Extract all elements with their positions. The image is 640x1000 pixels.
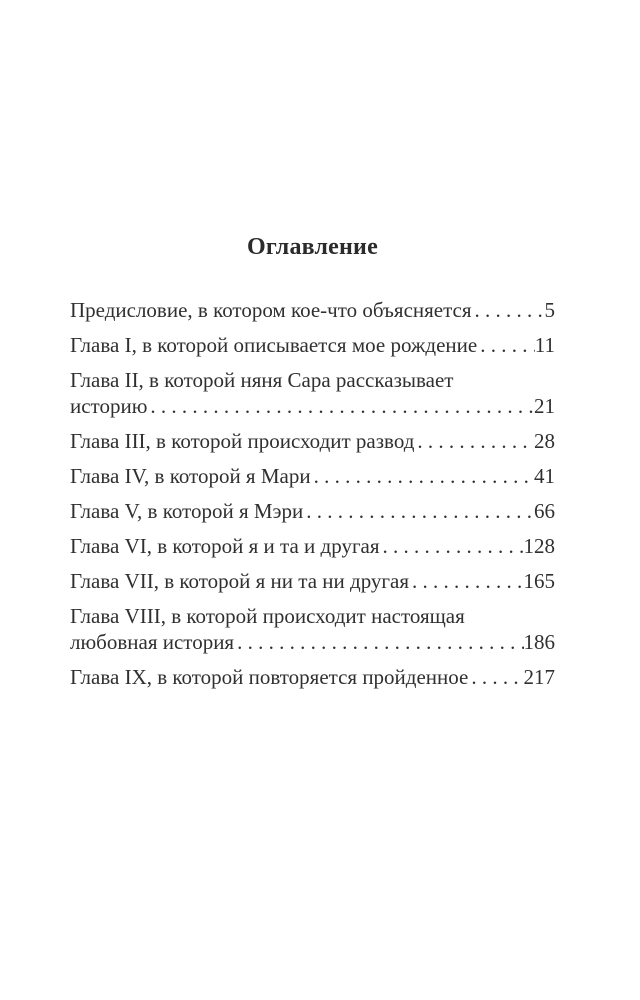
entry-page-number: 186 (523, 630, 555, 654)
toc-list (70, 297, 555, 690)
toc-content (70, 0, 555, 690)
entry-text: Предисловие, в котором кое-что объясняется (70, 298, 472, 322)
toc-entry-chapter-2 (70, 367, 555, 419)
toc-entry-chapter-4 (70, 463, 555, 489)
leader-dots (477, 332, 535, 358)
entry-text-line1: Глава II, в которой няня Сара рассказывает (70, 368, 454, 392)
entry-page-number: 5 (544, 298, 555, 322)
entry-text: Глава IX, в которой повторяется пройденное (70, 665, 469, 689)
entry-text: Глава V, в которой я Мэри (70, 499, 304, 523)
toc-entry-chapter-7 (70, 568, 555, 594)
leader-dots (409, 568, 523, 594)
entry-page-number: 217 (523, 665, 555, 689)
entry-text: Глава VII, в которой я ни та ни другая (70, 569, 410, 593)
entry-text: Глава III, в которой происходит развод (70, 429, 415, 453)
entry-page-number: 128 (523, 534, 555, 558)
page-title: Оглавление (247, 234, 378, 260)
leader-dots (303, 498, 534, 524)
toc-entry-chapter-5 (70, 498, 555, 524)
leader-dots (414, 428, 534, 454)
entry-page-number: 28 (534, 429, 555, 453)
toc-entry-chapter-9 (70, 664, 555, 690)
entry-text-line1: Глава VIII, в которой происходит настоящая (70, 604, 465, 628)
entry-page-number: 165 (523, 569, 555, 593)
entry-page-number: 41 (534, 464, 555, 488)
leader-dots (234, 629, 523, 655)
leader-dots (147, 393, 534, 419)
leader-dots (472, 297, 545, 323)
entry-text: Глава IV, в которой я Мари (70, 464, 311, 488)
entry-text: Глава I, в которой описывается мое рождение (70, 333, 478, 357)
toc-entry-chapter-8 (70, 603, 555, 655)
entry-page-number: 11 (534, 333, 555, 357)
entry-text-line2: историю (70, 394, 148, 418)
toc-entry-chapter-3 (70, 428, 555, 454)
entry-text: Глава VI, в которой я и та и другая (70, 534, 380, 558)
entry-text-line2: любовная история (70, 630, 235, 654)
entry-page-number: 21 (534, 394, 555, 418)
leader-dots (468, 664, 523, 690)
leader-dots (380, 533, 524, 559)
leader-dots (311, 463, 534, 489)
toc-entry-chapter-1 (70, 332, 555, 358)
toc-entry-preface (70, 297, 555, 323)
entry-page-number: 66 (534, 499, 555, 523)
toc-entry-chapter-6 (70, 533, 555, 559)
